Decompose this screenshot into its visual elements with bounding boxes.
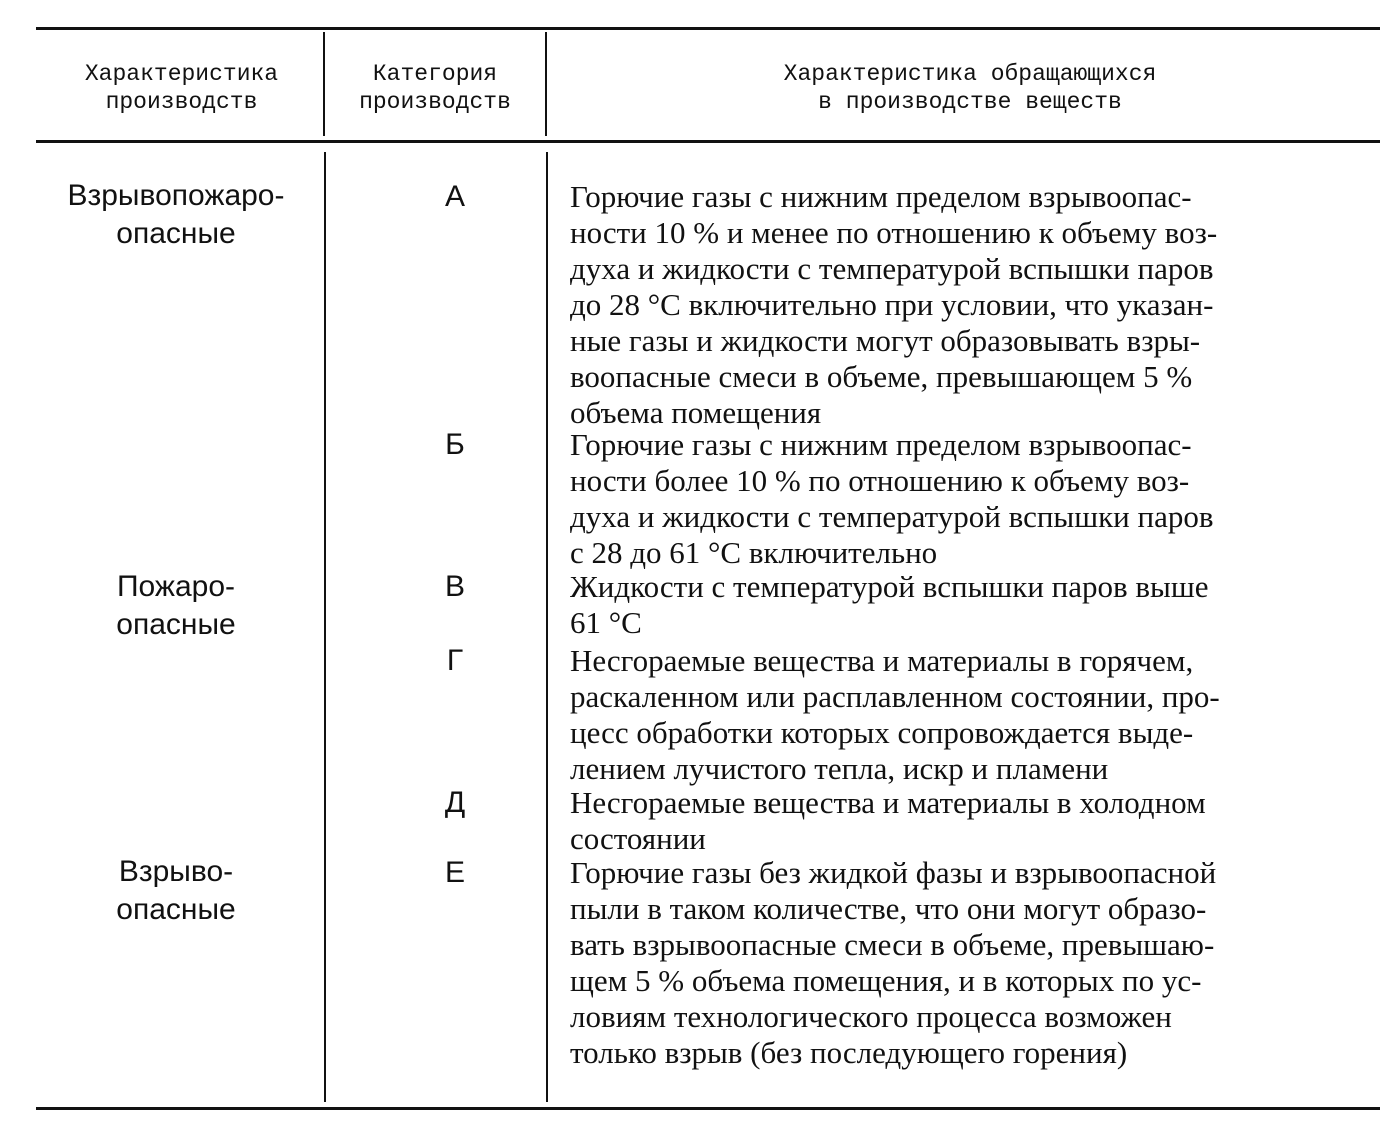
- column-divider: [545, 32, 547, 136]
- category-cell: Г: [446, 644, 464, 677]
- column-divider: [324, 152, 326, 1102]
- header-substances: Характеристика обращающихся в производстве веществ: [783, 61, 1157, 115]
- description-cell: Жидкости с температурой вспышки паров выше 61 °С: [570, 569, 1209, 640]
- description-cell: Горючие газы без жидкой фазы и взрывоопасной пыли в таком количестве, что они могут образо- вать взрывоопасные смеси в объеме, превышаю- щем 5 % объема помещения, и в которых по ус- ловиям технологического процесса возможен только взрыв (без последующего горения): [570, 855, 1217, 1070]
- table-top-rule: [36, 27, 1380, 30]
- description-cell: Горючие газы с нижним пределом взрывоопас- ности 10 % и менее по отношению к объему воз- духа и жидкости с температурой вспышки паров до 28 °С включительно при условии, что указан- ные газы и жидкости могут образовывать взры- воопасные смеси в объеме, превышающем 5 % объема помещения: [570, 179, 1218, 430]
- column-divider: [323, 32, 325, 136]
- group-label: Взрывопожаро- опасные: [67, 179, 285, 250]
- category-cell: Б: [445, 428, 465, 461]
- header-characteristic: Характеристика производств: [84, 61, 279, 115]
- header-category: Категория производств: [359, 61, 511, 115]
- table-header-rule: [36, 140, 1380, 143]
- description-cell: Несгораемые вещества и материалы в горячем, раскаленном или расплавленном состоянии, про- цесс обработки которых сопровождается выде- лением лучистого тепла, искр и пламени: [570, 643, 1220, 786]
- table-bottom-rule: [36, 1107, 1380, 1110]
- category-cell: А: [444, 180, 465, 213]
- column-divider: [546, 152, 548, 1102]
- category-cell: Е: [444, 856, 465, 889]
- category-cell: Д: [444, 786, 466, 819]
- group-label: Пожаро- опасные: [116, 570, 236, 641]
- group-label: Взрыво- опасные: [116, 855, 236, 926]
- category-cell: В: [444, 570, 465, 603]
- description-cell: Несгораемые вещества и материалы в холодном состоянии: [570, 785, 1206, 856]
- description-cell: Горючие газы с нижним пределом взрывоопас- ности более 10 % по отношению к объему воз- духа и жидкости с температурой вспышки паров с 28 до 61 °С включительно: [570, 427, 1214, 570]
